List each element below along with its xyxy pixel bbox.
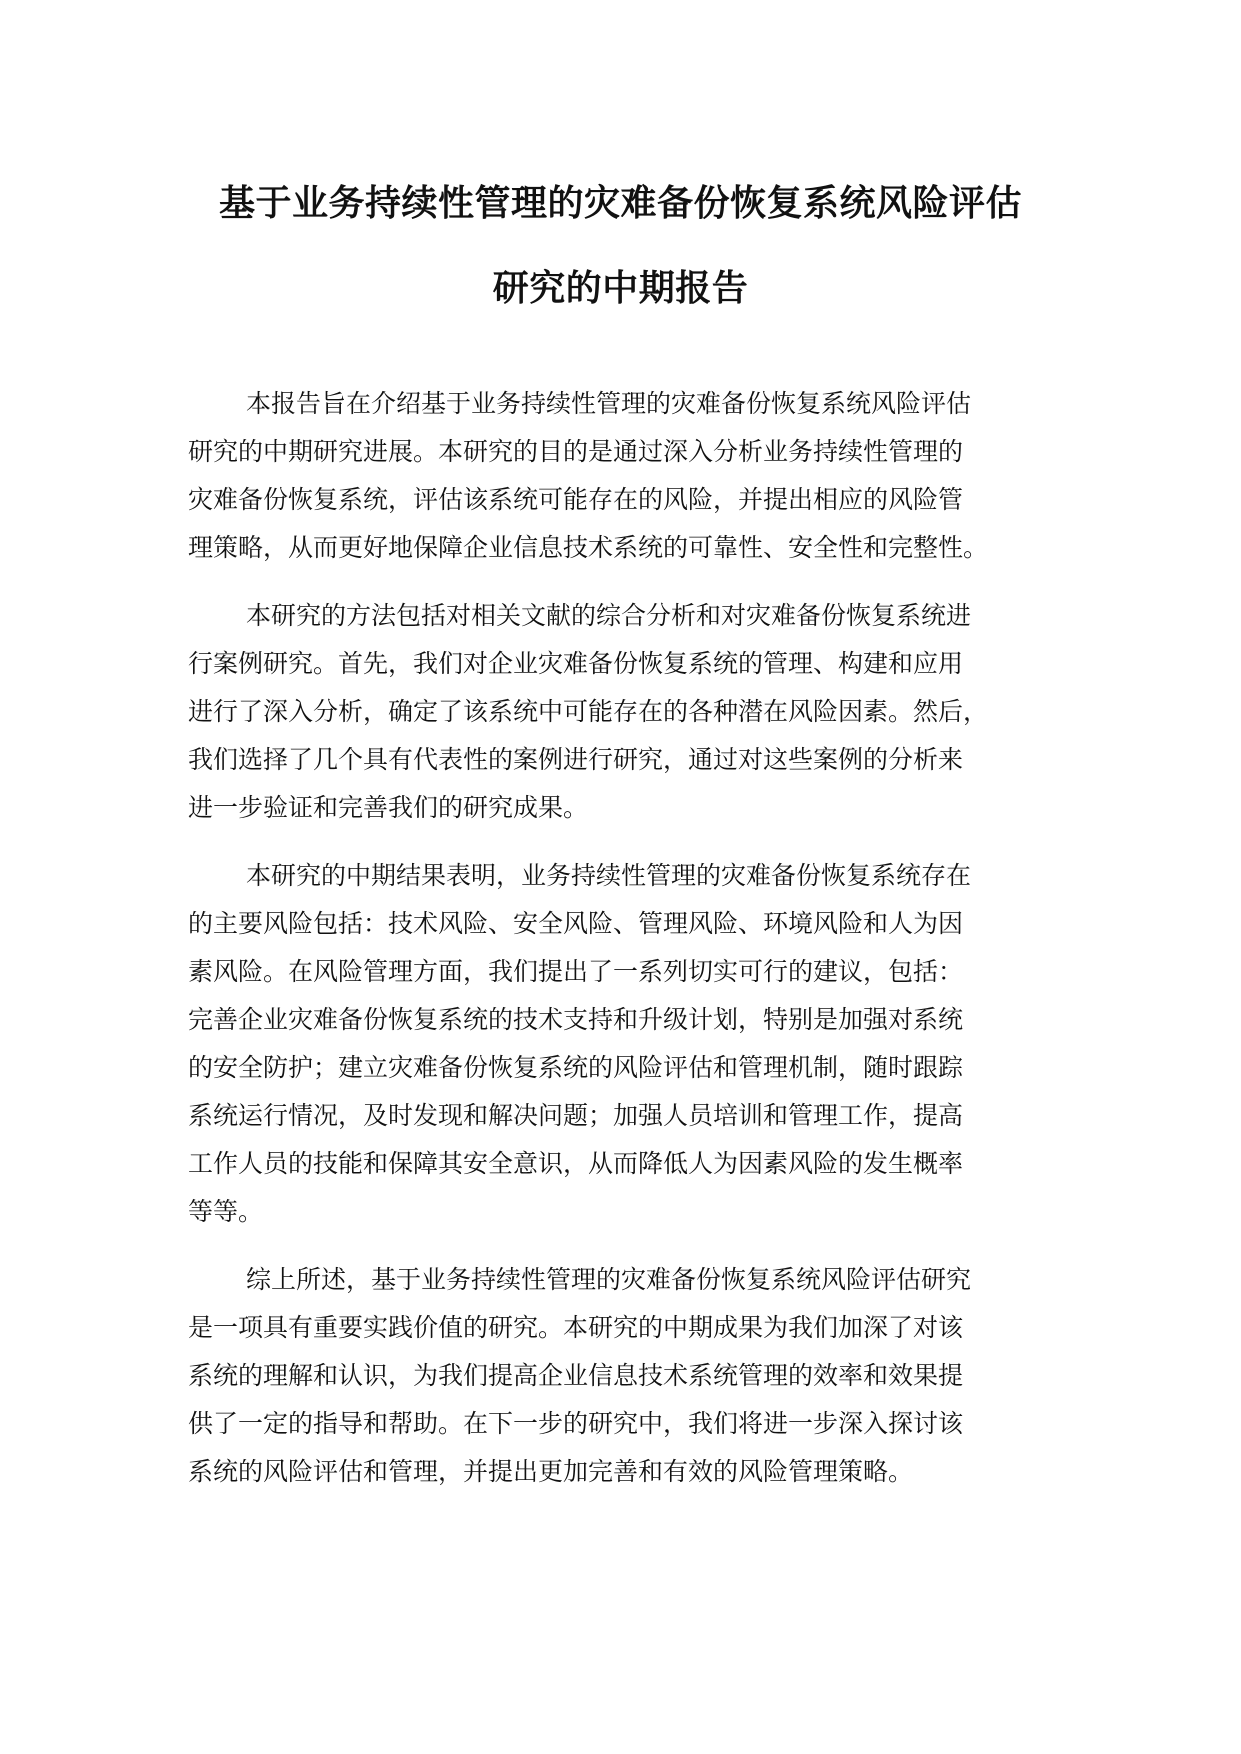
paragraph-line: 工作人员的技能和保障其安全意识，从而降低人为因素风险的发生概率 bbox=[188, 1149, 964, 1178]
paragraph-line: 本研究的中期结果表明，业务持续性管理的灾难备份恢复系统存在 bbox=[246, 861, 972, 890]
paragraph-line: 灾难备份恢复系统，评估该系统可能存在的风险，并提出相应的风险管 bbox=[188, 485, 964, 514]
paragraph-line: 素风险。在风险管理方面，我们提出了一系列切实可行的建议，包括： bbox=[188, 957, 964, 986]
paragraph-line: 进一步验证和完善我们的研究成果。 bbox=[188, 793, 589, 822]
paragraph-3 bbox=[188, 852, 1078, 1236]
document-body bbox=[188, 380, 1078, 1516]
paragraph-line: 进行了深入分析，确定了该系统中可能存在的各种潜在风险因素。然后， bbox=[188, 697, 989, 726]
paragraph-line: 研究的中期研究进展。本研究的目的是通过深入分析业务持续性管理的 bbox=[188, 437, 964, 466]
paragraph-line: 系统的风险评估和管理，并提出更加完善和有效的风险管理策略。 bbox=[188, 1457, 914, 1486]
paragraph-line: 的安全防护；建立灾难备份恢复系统的风险评估和管理机制，随时跟踪 bbox=[188, 1053, 964, 1082]
paragraph-2 bbox=[188, 592, 1078, 832]
paragraph-line: 等等。 bbox=[188, 1197, 264, 1226]
paragraph-line: 本研究的方法包括对相关文献的综合分析和对灾难备份恢复系统进 bbox=[246, 601, 972, 630]
paragraph-line: 行案例研究。首先，我们对企业灾难备份恢复系统的管理、构建和应用 bbox=[188, 649, 964, 678]
paragraph-line: 供了一定的指导和帮助。在下一步的研究中，我们将进一步深入探讨该 bbox=[188, 1409, 964, 1438]
document-title-line-1: 基于业务持续性管理的灾难备份恢复系统风险评估 bbox=[218, 183, 1022, 224]
paragraph-line: 理策略，从而更好地保障企业信息技术系统的可靠性、安全性和完整性。 bbox=[188, 533, 989, 562]
paragraph-line: 系统运行情况，及时发现和解决问题；加强人员培训和管理工作，提高 bbox=[188, 1101, 964, 1130]
paragraph-line: 我们选择了几个具有代表性的案例进行研究，通过对这些案例的分析来 bbox=[188, 745, 964, 774]
document-title-line-2: 研究的中期报告 bbox=[492, 268, 749, 309]
paragraph-line: 是一项具有重要实践价值的研究。本研究的中期成果为我们加深了对该 bbox=[188, 1313, 964, 1342]
paragraph-1 bbox=[188, 380, 1078, 572]
paragraph-4 bbox=[188, 1256, 1078, 1496]
paragraph-line: 本报告旨在介绍基于业务持续性管理的灾难备份恢复系统风险评估 bbox=[246, 389, 972, 418]
paragraph-line: 综上所述，基于业务持续性管理的灾难备份恢复系统风险评估研究 bbox=[246, 1265, 972, 1294]
paragraph-line: 完善企业灾难备份恢复系统的技术支持和升级计划，特别是加强对系统 bbox=[188, 1005, 964, 1034]
paragraph-line: 系统的理解和认识，为我们提高企业信息技术系统管理的效率和效果提 bbox=[188, 1361, 964, 1390]
paragraph-line: 的主要风险包括：技术风险、安全风险、管理风险、环境风险和人为因 bbox=[188, 909, 964, 938]
